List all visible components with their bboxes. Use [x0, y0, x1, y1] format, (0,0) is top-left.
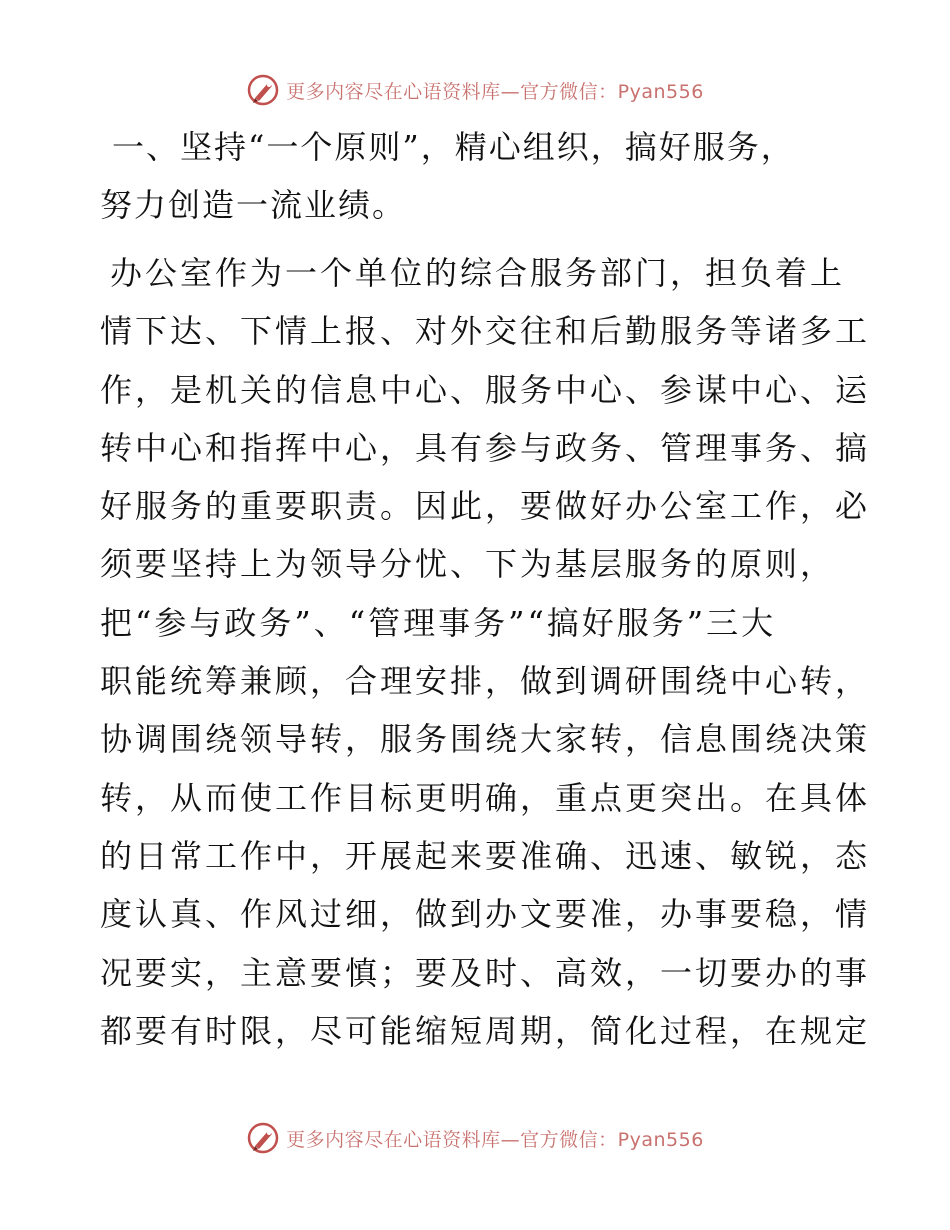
heading-line: 一、坚持“一个原则”，精心组织，搞好服务， [112, 128, 795, 166]
pen-logo-icon [246, 73, 280, 107]
paragraph-line: 况要实，主意要慎；要及时、高效，一切要办的事 [100, 953, 871, 992]
paragraph-line: 情下达、下情上报、对外交往和后勤服务等诸多工 [100, 312, 871, 351]
paragraph-line: 把“参与政务”、“管理事务”“搞好服务”三大 [100, 603, 777, 642]
paragraph-line: 好服务的重要职责。因此，要做好办公室工作，必 [100, 487, 871, 526]
paragraph-line: 须要坚持上为领导分忧、下为基层服务的原则， [100, 545, 836, 584]
document-body [100, 118, 871, 1060]
paragraph-line: 作，是机关的信息中心、服务中心、参谋中心、运 [100, 370, 871, 409]
pen-logo-icon [246, 1121, 280, 1155]
body-paragraph [100, 244, 871, 1060]
paragraph-line: 度认真、作风过细，做到办文要准，办事要稳，情 [100, 895, 871, 934]
watermark-text: 更多内容尽在心语资料库—官方微信：Pyan556 [286, 80, 704, 103]
paragraph-line: 的日常工作中，开展起来要准确、迅速、敏锐，态 [100, 836, 871, 875]
heading-line: 努力创造一流业绩。 [100, 186, 407, 224]
watermark-text: 更多内容尽在心语资料库—官方微信：Pyan556 [286, 1128, 704, 1151]
paragraph-line: 职能统筹兼顾，合理安排，做到调研围绕中心转， [100, 662, 871, 701]
footer-watermark [0, 1118, 950, 1158]
paragraph-line: 转中心和指挥中心，具有参与政务、管理事务、搞 [100, 428, 871, 467]
header-watermark [0, 70, 950, 110]
paragraph-line: 协调围绕领导转，服务围绕大家转，信息围绕决策 [100, 720, 871, 759]
section-heading [100, 118, 860, 234]
paragraph-line: 都要有时限，尽可能缩短周期，简化过程，在规定 [100, 1011, 871, 1050]
paragraph-line: 转，从而使工作目标更明确，重点更突出。在具体 [100, 778, 871, 817]
paragraph-line: 办公室作为一个单位的综合服务部门，担负着上 [110, 254, 846, 292]
